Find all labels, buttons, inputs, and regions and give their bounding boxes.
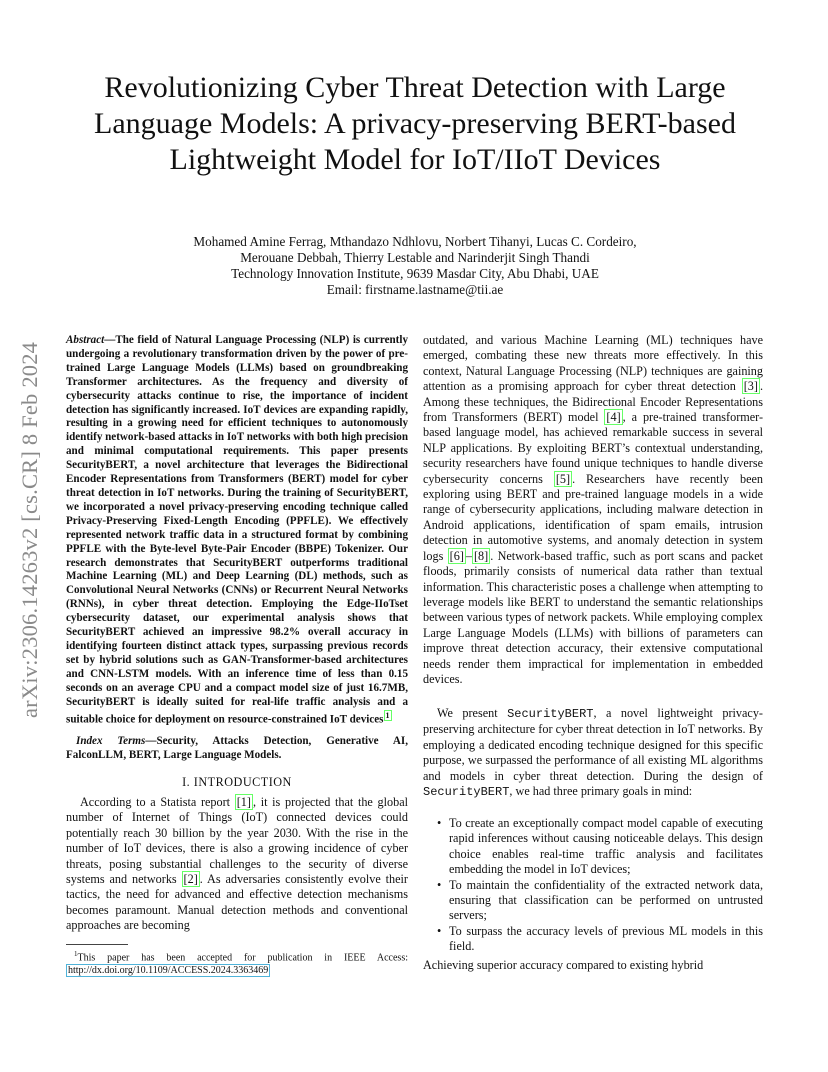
- footnote: [66, 948, 408, 977]
- authors-line-1: Mohamed Amine Ferrag, Mthandazo Ndhlovu, Norbert Tihanyi, Lucas C. Cordeiro,: [193, 234, 637, 249]
- model-name: SecurityBERT: [507, 707, 594, 721]
- right-p2-text-2: , a novel lightweight privacy-preserving architecture for cyber threat detection in IoT networks. By employing a dedicated encoding technique designed for this specific purpose, we surpassed the performance of all existing ML algorithms and models in cyber threat detection. During the design of: [423, 706, 763, 783]
- intro-text-1: According to a Statista report: [80, 795, 235, 809]
- right-p2-text-3: , we had three primary goals in mind:: [509, 784, 693, 799]
- goal-text: To create an exceptionally compact model capable of executing rapid inferences without causing noticeable delays. This design choice enables real-time traffic analysis and facilitates embedding the model in IoT devices;: [449, 816, 763, 877]
- right-p1-text-1: outdated, and various Machine Learning (ML) techniques have emerged, combating these new threats more effectively. In this context, Natural Language Processing (NLP) techniques are gaining attention as a promising approach for cyber threat detection: [423, 333, 763, 394]
- author-list: [130, 234, 700, 266]
- abstract-label: Abstract: [66, 334, 105, 346]
- goal-text: To surpass the accuracy levels of previous ML models in this field.: [449, 923, 763, 954]
- index-terms-text: —Security, Attacks Detection, Generative AI, FalconLLM, BERT, Large Language Models.: [66, 735, 408, 761]
- list-item: [423, 924, 763, 955]
- model-name: SecurityBERT: [423, 785, 510, 800]
- citation-1[interactable]: [1]: [236, 795, 251, 809]
- right-p1-text-2: . Among these techniques, the Bidirectional Encoder Representations from Transformers (BERT) model: [423, 379, 763, 425]
- section-heading-introduction: I. INTRODUCTION: [182, 775, 292, 789]
- abstract-text: —The field of Natural Language Processing (NLP) is currently undergoing a revolutionary transformation driven by the power of pre-trained Large Language Models (LLMs) based on groundbreaking Transformer architectures. As the frequency and diversity of cybersecurity attacks continue to rise, the importance of incident detection has significantly increased. IoT devices are expanding rapidly, resulting in a growing need for efficient techniques to autonomously identify network-based attacks in IoT networks with both high precision and minimal computational requirements. This paper presents SecurityBERT, a novel architecture that leverages the Bidirectional Encoder Representations from Transformers (BERT) model for cyber threat detection in IoT networks. During the training of SecurityBERT, we incorporated a novel privacy-preserving encoding technique called Privacy-Preserving Fixed-Length Encoding (PPFLE). We effectively represented network traffic data in a structured format by combining PPFLE with the Byte-level Byte-Pair Encoder (BBPE) Tokenizer. Our research demonstrates that SecurityBERT outperforms traditional Machine Learning (ML) and Deep Learning (DL) methods, such as Convolutional Neural Networks (CNNs) or Recurrent Neural Networks (RNNs), in cyber threat detection. Employing the Edge-IIoTset cybersecurity dataset, our experimental analysis shows that SecurityBERT achieved an impressive 98.2% overall accuracy in identifying fourteen distinct attack types, surpassing previous records set by hybrid solutions such as GAN-Transformer-based architectures and CNN-LSTM models. With an inference time of less than 0.15 seconds on an average CPU and a compact model size of just 16.7MB, SecurityBERT is ideally suited for real-life traffic analysis and a suitable choice for deployment on resource-constrained IoT devices: [66, 334, 408, 727]
- intro-text-3: . As adversaries consistently evolve their tactics, the need for advanced and effective detection mechanisms becomes paramount. Manual detection methods and conventional approaches are becoming: [66, 872, 408, 933]
- citation-2[interactable]: [2]: [183, 872, 198, 887]
- bullet-icon: •: [437, 816, 442, 830]
- authors-line-2: Merouane Debbah, Thierry Lestable and Narinderjit Singh Thandi: [240, 250, 590, 265]
- bullet-icon: •: [437, 877, 442, 892]
- email-line: Email: firstname.lastname@tii.ae: [326, 282, 504, 297]
- index-terms-label: Index Terms: [76, 735, 146, 747]
- right-paragraph-1: [423, 333, 763, 687]
- arxiv-identifier[interactable]: arXiv:2306.14263v2 [cs.CR] 8 Feb 2024: [17, 341, 42, 719]
- citation-3[interactable]: [3]: [743, 379, 758, 394]
- right-paragraph-2: [423, 706, 763, 800]
- right-paragraph-3: Achieving superior accuracy compared to existing hybrid: [423, 958, 704, 972]
- bullet-icon: •: [437, 923, 442, 938]
- intro-paragraph: [66, 795, 408, 934]
- intro-text-2: , it is projected that the global number of Internet of Things (IoT) connected devices could potentially reach 30 billion by the year 2030. With the rise in the number of IoT devices, there is also a growing incidence of cyber threats, posing substantial challenges to the security of diverse systems and networks: [66, 795, 408, 887]
- affiliation: Technology Innovation Institute, 9639 Masdar City, Abu Dhabi, UAE: [231, 266, 599, 281]
- goals-list: [423, 816, 763, 955]
- doi-link[interactable]: http://dx.doi.org/10.1109/ACCESS.2024.3363469: [68, 965, 269, 977]
- right-p1-text-5: . Network-based traffic, such as port scans and packet floods, primarily consists of numerical data rather than textual information. This characteristic poses a challenge when attempting to leverage models like BERT to understand the semantic relationships between various types of network packets. While employing complex Large Language Models (LLMs) with billions of parameters can improve threat detection accuracy, their extensive computational needs render them impractical for implementation in embedded devices.: [423, 548, 763, 686]
- citation-5[interactable]: [5]: [555, 471, 571, 486]
- list-item: [423, 816, 763, 878]
- index-terms: [66, 735, 408, 763]
- citation-range-dash: –: [465, 548, 472, 563]
- right-p1-text-4: . Researchers have recently been exploring using BERT and pre-trained language models in a wide range of cybersecurity applications, including malware detection in Android applications, identification of spam emails, intrusion detection in automotive systems, and anomaly detection in system logs: [423, 471, 763, 563]
- abstract: [66, 334, 408, 728]
- right-p2-text-1: We present: [437, 706, 508, 720]
- footnote-reference[interactable]: 1: [385, 711, 390, 721]
- citation-4[interactable]: [4]: [606, 410, 621, 425]
- citation-8[interactable]: [8]: [473, 548, 489, 563]
- footnote-text: This paper has been accepted for publication in IEEE Access:: [77, 952, 408, 964]
- footnote-divider: [66, 944, 128, 945]
- citation-6[interactable]: [6]: [449, 548, 464, 563]
- paper-title: Revolutionizing Cyber Threat Detection with Large Language Models: A privacy-preserving BERT-based Lightweight Model for IoT/IIoT Devices: [94, 71, 736, 176]
- right-p1-text-3: , a pre-trained transformer-based language model, has achieved remarkable success in several NLP applications. By exploiting BERT’s contextual understanding, security researchers have found unique techniques to handle diverse cybersecurity concerns: [423, 410, 764, 486]
- goal-text: To maintain the confidentiality of the extracted network data, ensuring that classification can be performed on untrusted servers;: [449, 877, 763, 923]
- list-item: [423, 878, 763, 924]
- footnote-mark: 1: [74, 950, 78, 958]
